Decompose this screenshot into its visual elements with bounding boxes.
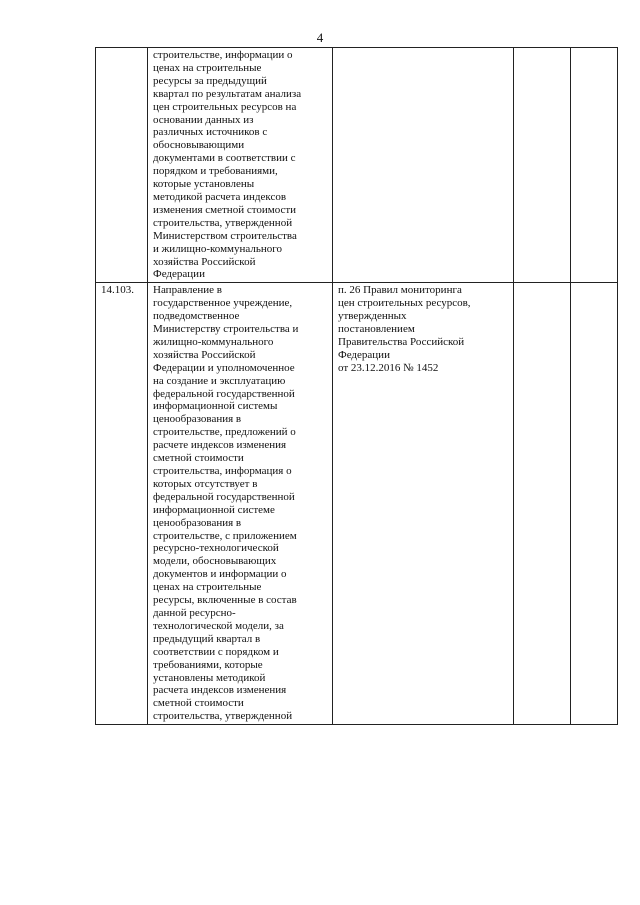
row-description-cell: строительстве, информации о ценах на строительные ресурсы за предыдущий квартал по результатам анализа цен строительных ресурсов на основании данных из различных источников с обосновывающими документами в соответствии с порядком и требованиями, которые установлены методикой расчета индексов изменения сметной стоимости строительства, утвержденной Министерством строительства и жилищно-коммунального хозяйства Российской Федерации xyxy=(148,48,333,283)
row-description-cell: Направление в государственное учреждение, подведомственное Министерству строительства и жилищно-коммунального хозяйства Российской Федерации и уполномоченное на создание и эксплуатацию федеральной государственной информационной системы ценообразования в строительстве, предложений о расчете индексов изменения сметной стоимости строительства, информация о которых отсутствует в федеральной государственной информационной системе ценообразования в строительстве, с приложением ресурсно-технологической модели, обосновывающих документов и информации о ценах на строительные ресурсы, включенные в состав данной ресурсно- технологической модели, за предыдущий квартал в соответствии с порядком и требованиями, которые установлены методикой расчета индексов изменения сметной стоимости строительства, утвержденной xyxy=(148,283,333,725)
row-basis-cell: п. 26 Правил мониторинга цен строительных ресурсов, утвержденных постановлением Правительства Российской Федерации от 23.12.2016 № 1452 xyxy=(333,283,514,725)
row-extra-cell-2 xyxy=(571,48,618,283)
page-number: 4 xyxy=(316,30,324,45)
row-number-cell xyxy=(96,48,148,283)
table-row xyxy=(96,283,618,725)
row-basis-cell xyxy=(333,48,514,283)
table-row xyxy=(96,48,618,283)
row-extra-cell-2 xyxy=(571,283,618,725)
row-extra-cell-1 xyxy=(514,48,571,283)
row-extra-cell-1 xyxy=(514,283,571,725)
row-number-cell: 14.103. xyxy=(96,283,148,725)
document-table xyxy=(95,47,618,725)
